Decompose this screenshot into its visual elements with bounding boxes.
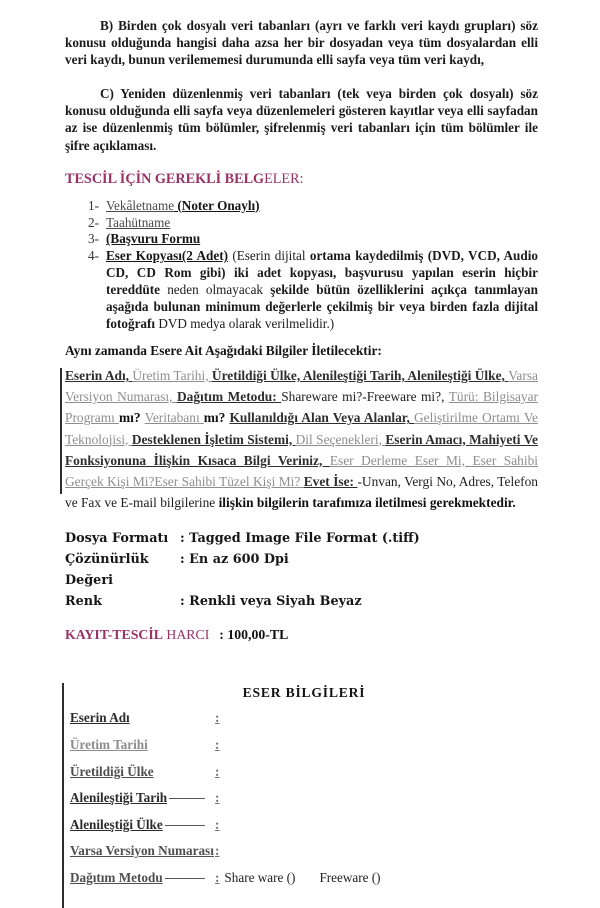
field-row-uretildigi-ulke: [70, 764, 538, 791]
field-colon: :: [215, 790, 220, 806]
freeware-option: Freeware (): [319, 869, 381, 885]
spec-label: Dosya Formatı: [65, 531, 169, 547]
info-segment: Desteklenen İşletim Sistemi,: [131, 431, 296, 447]
eser-heading: ESER BİLGİLERİ: [242, 685, 366, 701]
info-segment: Üretildiği Ülke,: [211, 367, 303, 383]
field-colon: :: [215, 869, 220, 885]
spec-value: : Tagged Image File Format (.tiff): [180, 531, 420, 547]
info-segment: ilişkin bilgilerin tarafımıza iletilmesi gerekmektedir.: [218, 495, 516, 511]
spec-value: : Renkli veya Siyah Beyaz: [180, 594, 362, 610]
field-label: Eserin Adı: [70, 710, 130, 726]
field-label-cell: [70, 764, 215, 780]
info-segment: Varsa Versiyon Numarası,: [65, 367, 538, 405]
fee-label-bold: KAYIT-TESCİL: [65, 627, 163, 643]
info-segment: Geliştirilme Ortamı Ve Teknolojisi,: [65, 410, 538, 447]
field-row-alenilestigi-tarih: [70, 790, 538, 817]
spec-label: Renk: [65, 594, 102, 610]
list-number: 4-: [88, 248, 99, 264]
shareware-option: Share ware (): [224, 869, 296, 885]
spec-label: Çözünürlük Değeri: [65, 552, 149, 589]
info-segment: Dağıtım Metodu:: [177, 389, 282, 405]
field-colon: :: [215, 710, 220, 726]
doc-item-text-part: (Başvuru Formu: [106, 231, 201, 247]
heading-bold-part: TESCİL İÇİN GEREKLİ BELG: [65, 170, 265, 187]
underline-extension: [165, 876, 205, 879]
doc-item-text-part: Taahütname: [106, 214, 171, 230]
info-segment: Evet İse:: [303, 473, 358, 489]
color-row: [65, 591, 538, 612]
field-label-cell: [70, 790, 215, 806]
info-segment: Shareware mi?-Freeware mi?,: [281, 389, 449, 405]
doc-item-text-part: Eser Kopyası(2 Adet): [106, 248, 228, 264]
field-row-uretim-tarihi: [70, 737, 538, 764]
field-label-cell: [70, 737, 215, 753]
list-number: 1-: [88, 197, 99, 213]
info-heading: Aynı zamanda Esere Ait Aşağıdaki Bilgiler İletilecektir:: [65, 342, 382, 358]
doc-item-text-part: ortama kaydedilmiş (DVD, VCD, Audio CD, CD Rom gibi) iki adet kopyası, başvurusu yapılan eserin hiçbir tereddüte: [106, 248, 538, 298]
info-segment: mı?: [203, 410, 230, 426]
info-segment: Eser Sahibi Gerçek Kişi Mi?Eser Sahibi Tüzel Kişi Mi?: [65, 452, 538, 489]
paragraph-c: C) Yeniden düzenlenmiş veri tabanları (tek veya birden çok dosyalı) söz konusu olduğunda elli sayfa veya düzenlemeleri gösteren kayıtlar veya elli sayfadan az ise düzenlenmiş tüm bölümler, şifrelenmiş veri tabanları için tüm bölümler ile şifre açıklaması.: [65, 86, 538, 153]
doc-item-text: [106, 231, 200, 248]
list-number: 2-: [88, 214, 99, 230]
doc-item-text-part: (Eserin dijital: [228, 248, 310, 264]
info-segment: Alenileştiği Ülke,: [407, 367, 509, 383]
doc-list-item-4: [65, 248, 538, 333]
info-segment: Veritabanı: [144, 410, 204, 426]
info-segment: Kullanıldığı Alan Veya Alanlar,: [229, 410, 414, 426]
fee-value: : 100,00-TL: [219, 627, 289, 643]
field-label: Üretim Tarihi: [70, 736, 148, 752]
doc-item-text: [106, 198, 260, 215]
info-segment: Türü: Bilgisayar Programı: [65, 389, 538, 426]
field-label-cell: [70, 817, 215, 833]
field-label: Dağıtım Metodu: [70, 869, 163, 885]
info-paragraph: [65, 365, 538, 513]
doc-list-item-1: [65, 198, 538, 215]
doc-list-item-3: [65, 231, 538, 248]
field-row-versiyon-numarasi: [70, 843, 538, 870]
underline-extension: [169, 796, 205, 799]
field-label: Alenileştiği Tarih: [70, 790, 168, 806]
info-segment: Eserin Adı,: [65, 367, 133, 383]
info-segment: Eserin Amacı, Mahiyeti Ve Fonksiyonuna İlişkin Kısaca Bilgi Veriniz,: [65, 431, 538, 468]
doc-item-text-part: Vekâletname: [106, 197, 175, 213]
required-docs-list: [65, 198, 538, 333]
field-row-alenilestigi-ulke: [70, 817, 538, 844]
doc-item-text-part: (Noter Onaylı): [174, 197, 260, 213]
eser-bilgileri-section: [65, 685, 538, 896]
field-row-dagitim-metodu: [70, 870, 538, 897]
spec-value: : En az 600 Dpi: [180, 552, 289, 568]
fee-label-rest: HARCI: [162, 627, 210, 643]
heading-regular-part: ELER:: [264, 170, 304, 187]
list-number: 3-: [88, 231, 99, 247]
doc-list-item-2: [65, 215, 538, 232]
field-label-cell: [70, 870, 215, 886]
field-colon: :: [215, 736, 220, 752]
field-colon: :: [215, 763, 220, 779]
info-segment: Üretim Tarihi,: [132, 367, 212, 383]
field-colon: :: [215, 816, 220, 832]
info-segment: Dil Seçenekleri,: [295, 431, 386, 447]
file-format-row: [65, 528, 538, 549]
info-segment: Eser Derleme Eser Mi,: [329, 452, 473, 468]
doc-item-text-part: neden olmayacak: [167, 282, 271, 298]
field-colon: :: [215, 843, 220, 859]
file-spec-block: [65, 528, 538, 612]
doc-item-text: [106, 215, 170, 232]
underline-extension: [165, 823, 205, 826]
info-segment: Alenileştiği Tarih,: [302, 367, 408, 383]
field-label: Alenileştiği Ülke: [70, 816, 163, 832]
eser-fields: [70, 710, 538, 896]
doc-item-4-text: [106, 248, 538, 333]
doc-item-text-part: DVD medya olarak verilmelidir.): [158, 316, 335, 331]
field-label-cell: [70, 843, 215, 859]
fee-line: [65, 627, 538, 643]
field-label: Üretildiği Ülke: [70, 763, 154, 779]
field-label: Varsa Versiyon Numarası: [70, 843, 214, 859]
info-segment: mı?: [118, 410, 145, 426]
section-heading-required-docs: [65, 171, 538, 188]
resolution-row: [65, 549, 538, 591]
info-segment: -Unvan, Vergi No, Adres, Telefon ve Fax ve E-mail bilgilerine: [65, 473, 538, 511]
doc-item-text-part: şekilde bütün özelliklerini açıkça tanımlayan aşağıda bulunan minimum değerlerle çekilmiş bir veya birden fazla dijital fotoğrafı: [106, 282, 538, 331]
field-label-cell: [70, 710, 215, 726]
field-row-eserin-adi: [70, 710, 538, 737]
paragraph-b: B) Birden çok dosyalı veri tabanları (ayrı ve farklı veri kaydı grupları) söz konusu olduğunda hangisi daha azsa her bir dosyadan veya tüm dosyalardan elli veri kaydı, bunun verilememesi durumunda elli sayfa veya tüm veri kaydı,: [65, 18, 538, 68]
